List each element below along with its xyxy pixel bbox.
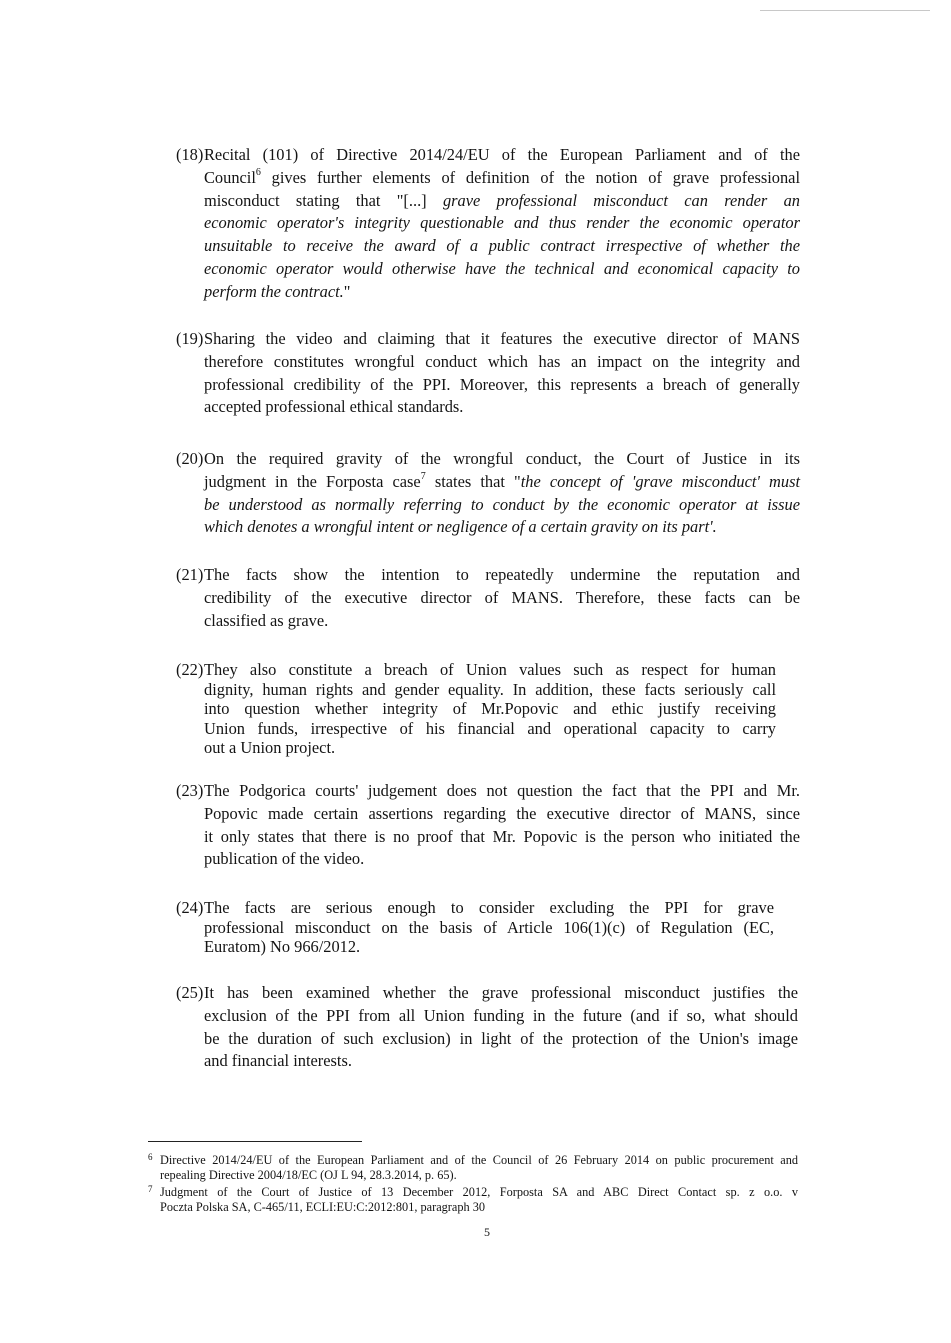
paragraph-body	[204, 144, 800, 304]
paragraph-line: and financial interests.	[204, 1051, 352, 1071]
paragraph-line: therefore constitutes wrongful conduct which has an impact on the integrity and	[204, 351, 800, 371]
paragraph-line: The facts show the intention to repeatedly undermine the reputation and	[204, 565, 800, 584]
paragraph-body	[204, 328, 800, 419]
paragraph-23	[176, 780, 800, 871]
paragraph-line: On the required gravity of the wrongful conduct, the Court of Justice in its	[204, 449, 800, 468]
footnote-line: Directive 2014/24/EU of the European Parliament and of the Council of 26 February 2014 on public procurement and	[160, 1153, 798, 1167]
paragraph-line: professional misconduct on the basis of Article 106(1)(c) of Regulation (EC,	[204, 917, 774, 937]
paragraph-line: exclusion of the PPI from all Union funding in the future (and if so, what should	[204, 1005, 798, 1025]
page-number: 5	[484, 1225, 490, 1239]
paragraph-24	[176, 898, 774, 957]
footnote-6	[148, 1153, 798, 1183]
paragraph-line: Recital (101) of Directive 2014/24/EU of the European Parliament and of the	[204, 145, 800, 164]
paragraph-line: be understood as normally referring to conduct by the economic operator at issue	[204, 494, 800, 514]
paragraph-number: (22)	[176, 660, 204, 679]
paragraph-number: (21)	[176, 565, 204, 584]
paragraph-line: Euratom) No 966/2012.	[204, 937, 361, 957]
paragraph-19	[176, 328, 800, 419]
paragraph-22	[176, 660, 776, 758]
footnote-separator	[148, 1141, 362, 1142]
paragraph-line: which denotes a wrongful intent or negligence of a certain gravity on its part'.	[204, 517, 717, 537]
footnote-line: repealing Directive 2004/18/EC (OJ L 94, 28.3.2014, p. 65).	[160, 1168, 457, 1183]
paragraph-line: perform the contract."	[204, 281, 351, 301]
paragraph-line: Union funds, irrespective of his financial and operational capacity to carry	[204, 718, 776, 738]
footnote-line: Poczta Polska SA, C-465/11, ECLI:EU:C:2012:801, paragraph 30	[160, 1200, 486, 1215]
paragraph-21	[176, 564, 800, 632]
paragraph-25	[176, 982, 798, 1073]
paragraph-body	[204, 780, 800, 871]
paragraph-line: professional credibility of the PPI. Moreover, this represents a breach of generally	[204, 374, 800, 394]
paragraph-body	[204, 448, 800, 539]
paragraph-20	[176, 448, 800, 539]
footnote-ref-7[interactable]: 7	[420, 471, 426, 483]
header-rule	[760, 10, 930, 11]
paragraph-line: The Podgorica courts' judgement does not question the fact that the PPI and Mr.	[204, 781, 800, 800]
footnote-number: 7	[148, 1184, 153, 1194]
paragraph-line: accepted professional ethical standards.	[204, 397, 464, 417]
paragraph-line: They also constitute a breach of Union values such as respect for human	[204, 660, 776, 679]
paragraph-line: publication of the video.	[204, 849, 365, 869]
paragraph-line: Popovic made certain assertions regarding the executive director of MANS, since	[204, 803, 800, 823]
paragraph-line: unsuitable to receive the award of a public contract irrespective of whether the	[204, 236, 800, 256]
paragraph-line: it only states that there is no proof that Mr. Popovic is the person who initiated the	[204, 826, 800, 846]
footnote-7	[148, 1185, 798, 1215]
paragraph-line: classified as grave.	[204, 610, 329, 630]
paragraph-body	[204, 660, 776, 758]
paragraph-line: It has been examined whether the grave professional misconduct justifies the	[204, 983, 798, 1002]
paragraph-number: (24)	[176, 898, 204, 917]
paragraph-number: (19)	[176, 329, 204, 348]
paragraph-number: (23)	[176, 781, 204, 800]
paragraph-line: judgment in the Forposta case$^7$ states that "the concept of 'grave misconduct' must	[204, 471, 800, 491]
paragraph-number: (18)	[176, 145, 204, 164]
paragraph-number: (25)	[176, 983, 204, 1002]
paragraph-line: be the duration of such exclusion) in light of the protection of the Union's image	[204, 1028, 798, 1048]
paragraph-18	[176, 144, 800, 304]
footnote-text	[160, 1185, 798, 1215]
paragraph-line: dignity, human rights and gender equality. In addition, these facts seriously call	[204, 679, 776, 699]
paragraph-body	[204, 564, 800, 632]
paragraph-body	[204, 982, 798, 1073]
paragraph-number: (20)	[176, 449, 204, 468]
paragraph-line: misconduct stating that "[...] grave professional misconduct can render an	[204, 190, 800, 210]
footnote-ref-6[interactable]: 6	[255, 167, 261, 179]
paragraph-line: into question whether integrity of Mr.Popovic and ethic justify receiving	[204, 699, 776, 719]
paragraph-line: credibility of the executive director of MANS. Therefore, these facts can be	[204, 587, 800, 607]
paragraph-line: economic operator would otherwise have the technical and economical capacity to	[204, 258, 800, 278]
footnote-text	[160, 1153, 798, 1183]
paragraph-line: Sharing the video and claiming that it features the executive director of MANS	[204, 329, 800, 348]
paragraph-line: out a Union project.	[204, 738, 336, 758]
paragraph-line: Council$^6$ gives further elements of definition of the notion of grave professional	[204, 167, 800, 187]
paragraph-body	[204, 898, 774, 957]
paragraph-line: The facts are serious enough to consider excluding the PPI for grave	[204, 898, 774, 917]
footnote-number: 6	[148, 1152, 153, 1162]
paragraph-line: economic operator's integrity questionable and thus render the economic operator	[204, 213, 800, 233]
footnote-line: Judgment of the Court of Justice of 13 December 2012, Forposta SA and ABC Direct Contact sp. z o.o. v	[160, 1185, 798, 1199]
